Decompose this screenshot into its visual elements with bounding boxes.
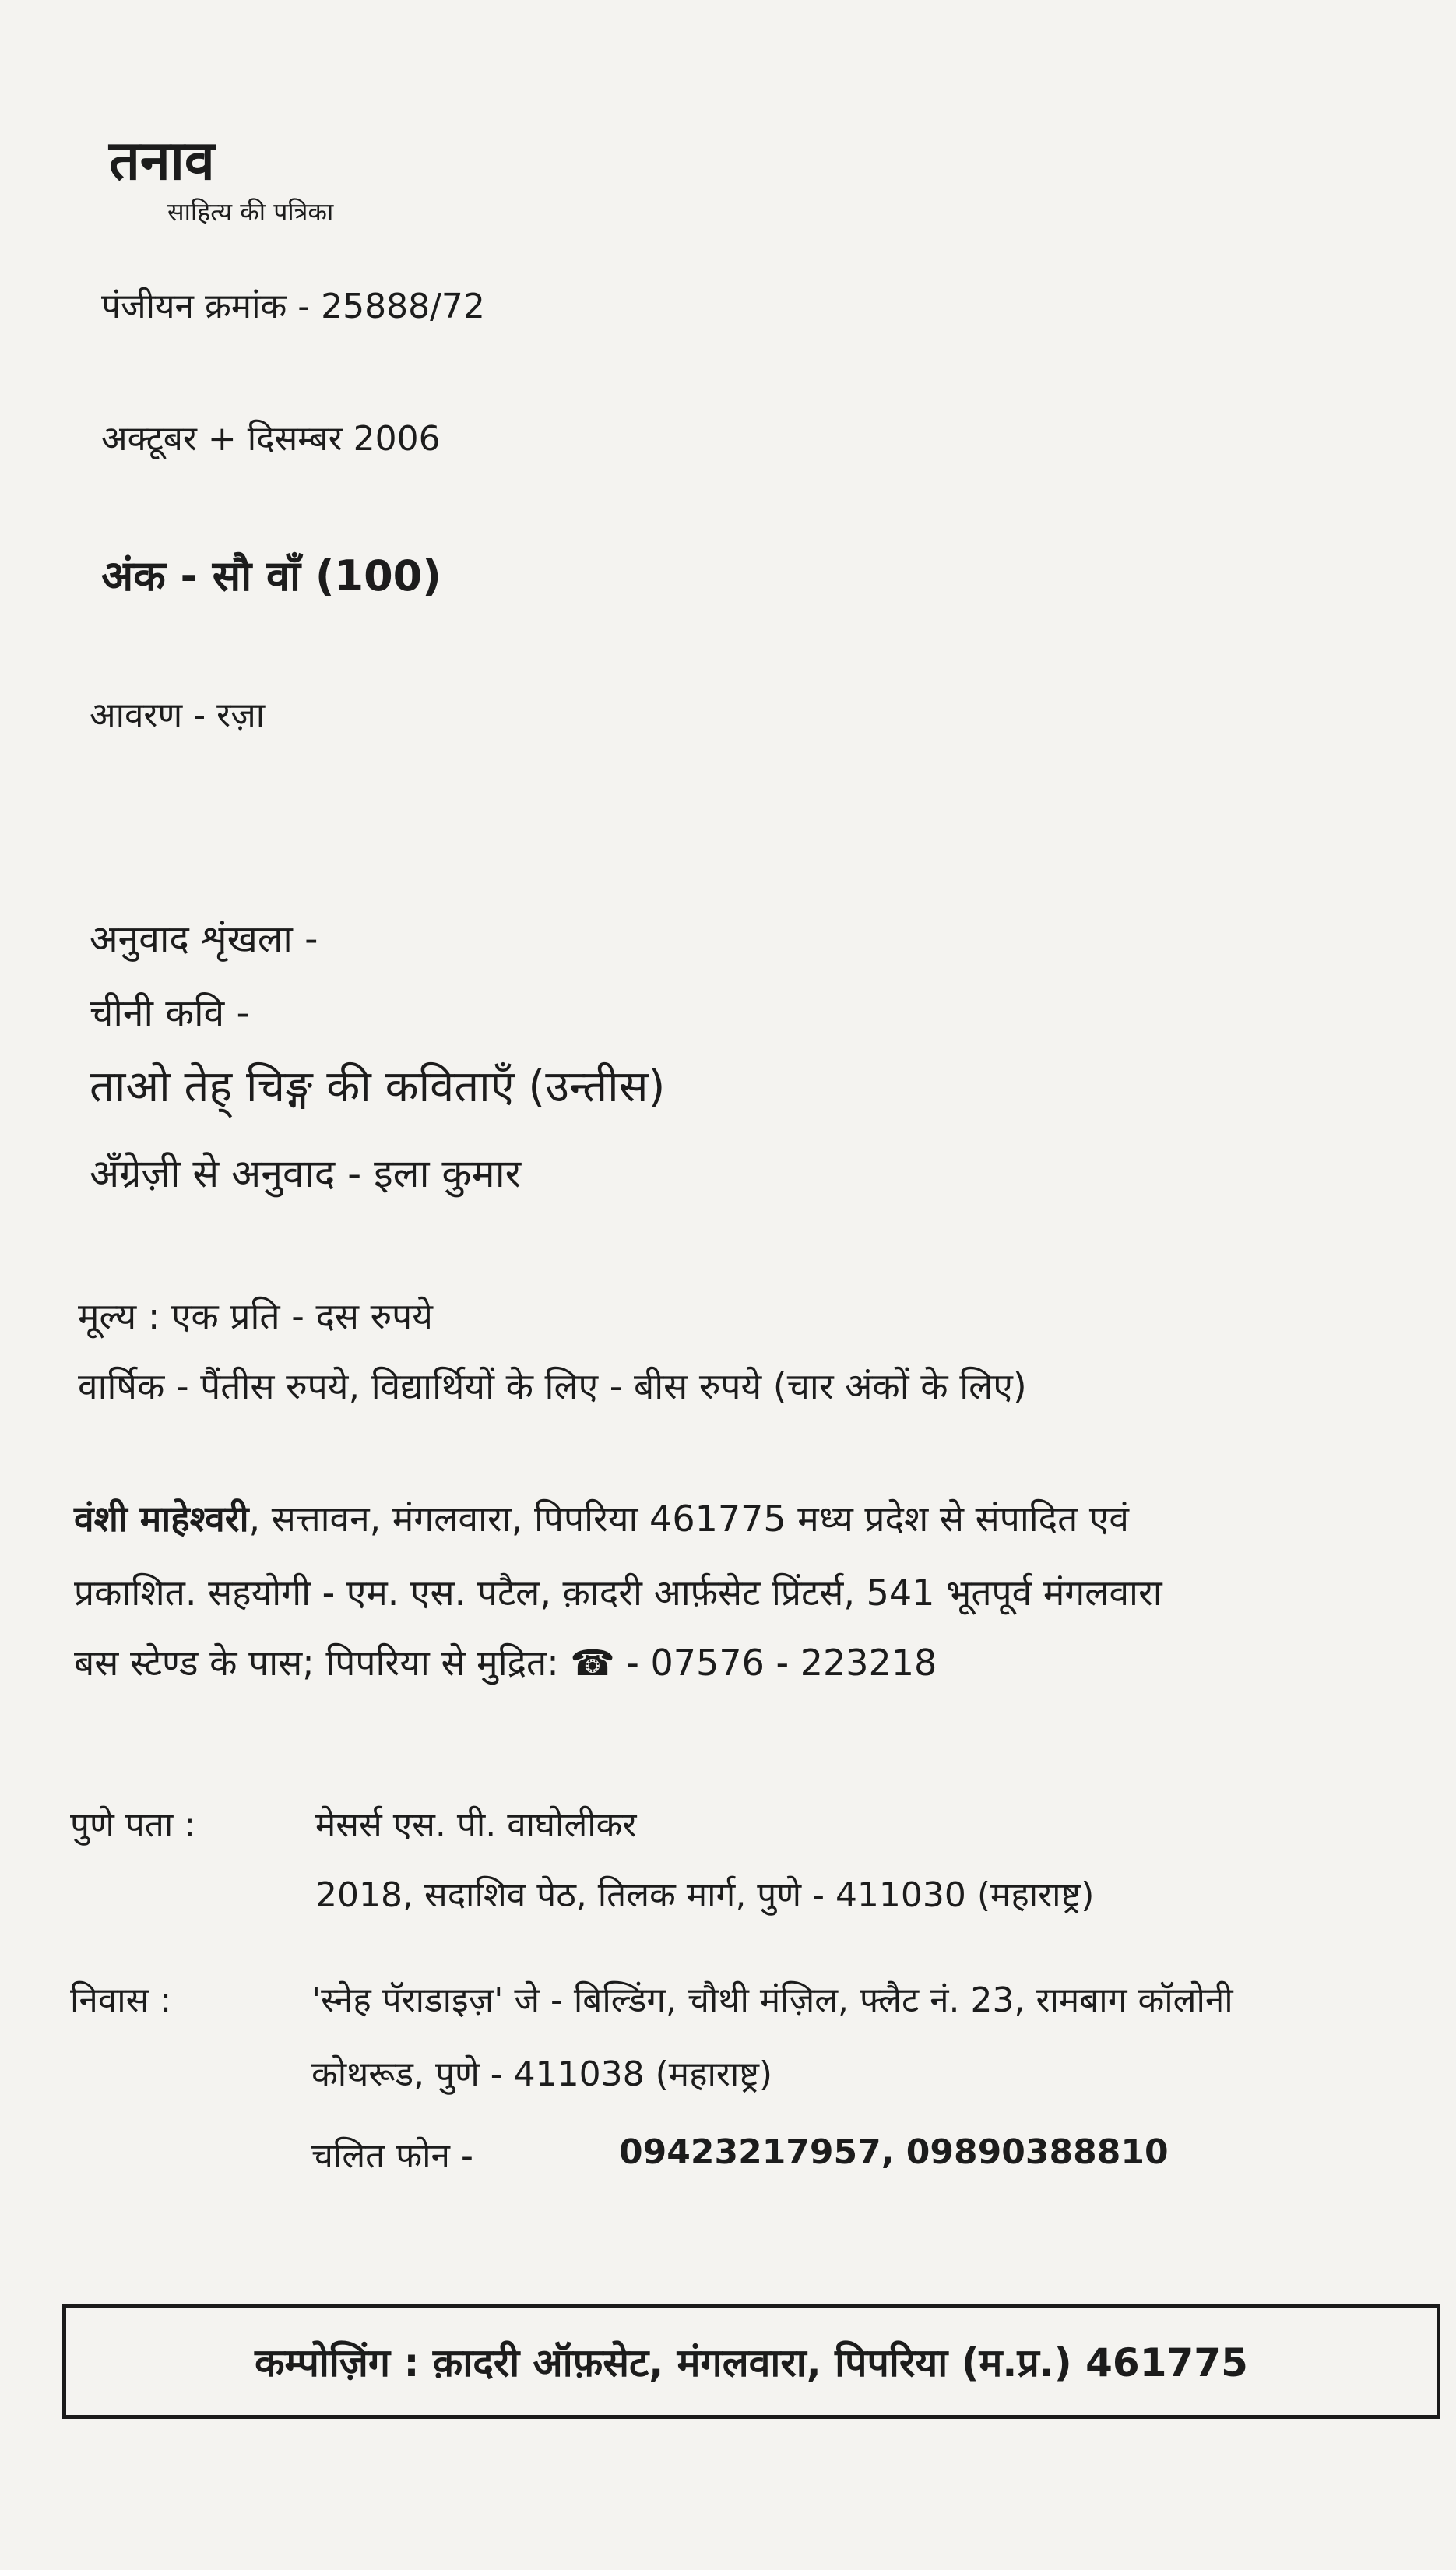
single-copy-price: मूल्य : एक प्रति - दस रुपये — [78, 1295, 433, 1337]
issue-date: अक्टूबर + दिसम्बर 2006 — [101, 419, 441, 459]
residence-address-line-2: कोथरूड, पुणे - 411038 (महाराष्ट्र) — [311, 2054, 773, 2094]
magazine-title: तनाव — [109, 128, 215, 192]
pune-address-label: पुणे पता : — [70, 1805, 196, 1845]
composing-credit-box — [62, 2304, 1440, 2419]
pune-address-line-1: मेसर्स एस. पी. वाघोलीकर — [315, 1805, 637, 1845]
cover-credit: आवरण - रज़ा — [90, 695, 266, 735]
publisher-line-1 — [74, 1499, 1129, 1539]
poet-origin: चीनी कवि - — [90, 991, 250, 1035]
magazine-subtitle: साहित्य की पत्रिका — [167, 197, 334, 227]
editor-name: वंशी माहेश्वरी — [74, 1498, 249, 1540]
residence-label: निवास : — [70, 1980, 172, 2020]
residence-address-line-1: 'स्नेह पॅराडाइज़' जे - बिल्डिंग, चौथी मंज़िल, फ्लैट नं. 23, रामबाग कॉलोनी — [311, 1980, 1233, 2020]
translator-credit: अँग्रेज़ी से अनुवाद - इला कुमार — [90, 1151, 522, 1196]
mobile-phone-numbers: 09423217957, 09890388810 — [619, 2132, 1169, 2172]
featured-work-title: ताओ तेह् चिङ्ग की कविताएँ (उन्तीस) — [90, 1061, 666, 1112]
registration-number: पंजीयन क्रमांक - 25888/72 — [101, 287, 485, 326]
mobile-phone-label: चलित फोन - — [311, 2136, 473, 2176]
issue-number: अंक - सौ वाँ (100) — [101, 551, 441, 600]
annual-subscription: वार्षिक - पैंतीस रुपये, विद्यार्थियों के लिए - बीस रुपये (चार अंकों के लिए) — [78, 1365, 1027, 1407]
publisher-line-1-text: , सत्तावन, मंगलवारा, पिपरिया 461775 मध्य प्रदेश से संपादित एवं — [248, 1498, 1129, 1540]
composing-credit: कम्पोज़िंग : क़ादरी ऑफ़सेट, मंगलवारा, पिपरिया (म.प्र.) 461775 — [255, 2340, 1248, 2385]
publisher-line-2: प्रकाशित. सहयोगी - एम. एस. पटैल, क़ादरी आर्फ़सेट प्रिंटर्स, 541 भूतपूर्व मंगलवारा — [74, 1572, 1162, 1614]
pune-address-line-2: 2018, सदाशिव पेठ, तिलक मार्ग, पुणे - 411030 (महाराष्ट्र) — [315, 1875, 1095, 1915]
publisher-line-3: बस स्टेण्ड के पास; पिपरिया से मुद्रित: ☎ - 07576 - 223218 — [74, 1642, 937, 1684]
translation-series: अनुवाद शृंखला - — [90, 917, 318, 961]
